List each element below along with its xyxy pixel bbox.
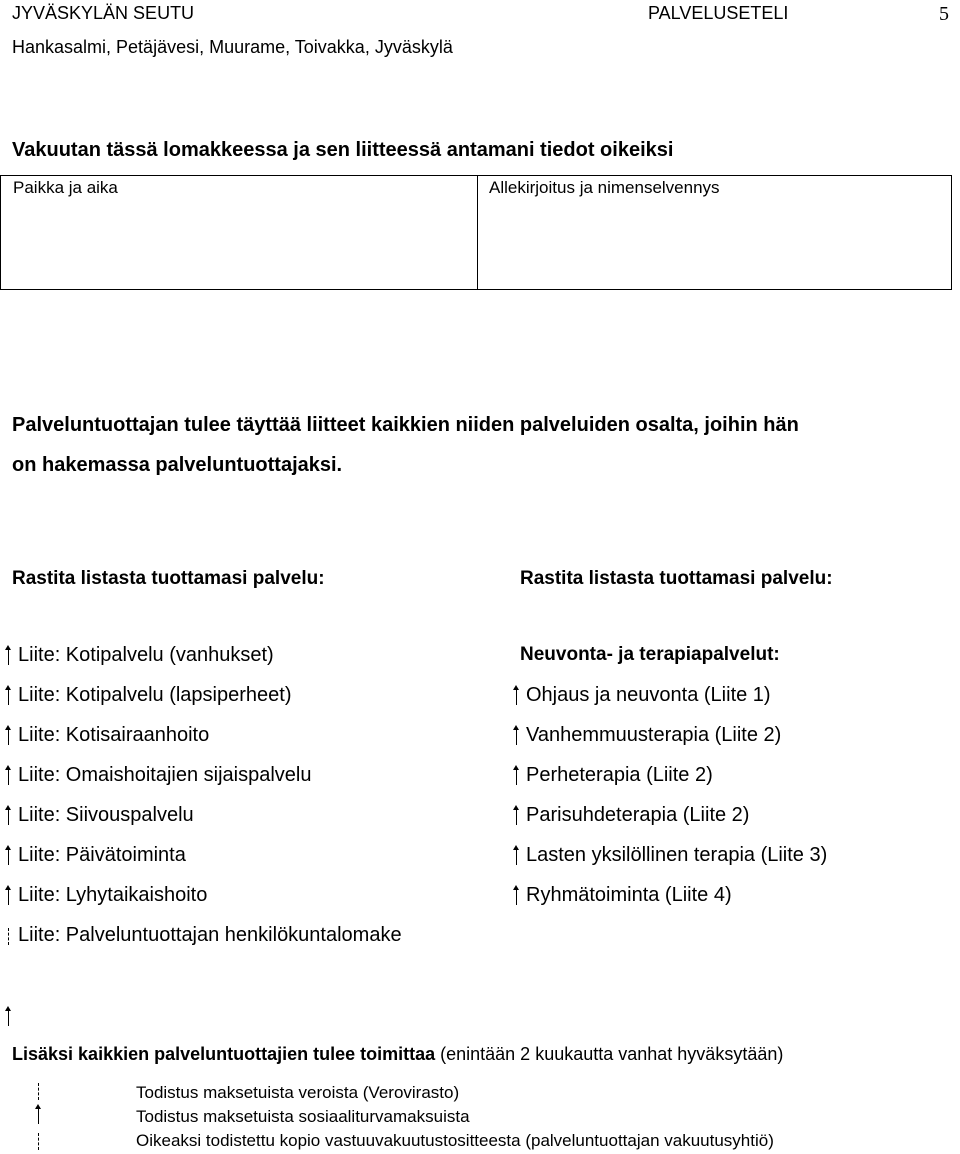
checkbox-icon[interactable] (34, 1080, 43, 1100)
place-time-label: Paikka ja aika (13, 178, 118, 197)
checkbox-icon[interactable] (512, 685, 521, 705)
left-item-label: Liite: Kotipalvelu (lapsiperheet) (18, 684, 292, 706)
right-item-label: Vanhemmuusterapia (Liite 2) (526, 724, 782, 746)
checkbox-icon[interactable] (34, 1104, 43, 1124)
instruction-line-1: Palveluntuottajan tulee täyttää liitteet kaikkien niiden palveluiden osalta, joihin hän (12, 414, 799, 436)
checkbox-icon[interactable] (4, 885, 13, 905)
checkbox-icon[interactable] (512, 765, 521, 785)
checkbox-icon[interactable] (4, 765, 13, 785)
checkbox-icon[interactable] (4, 925, 13, 945)
checkbox-icon[interactable] (4, 685, 13, 705)
checkbox-icon[interactable] (4, 725, 13, 745)
right-item-label: Lasten yksilöllinen terapia (Liite 3) (526, 844, 828, 866)
right-column-subheading: Neuvonta- ja terapiapalvelut: (520, 644, 780, 665)
declaration-heading: Vakuutan tässä lomakkeessa ja sen liitteessä antamani tiedot oikeiksi (12, 139, 674, 161)
header-org: JYVÄSKYLÄN SEUTU (12, 3, 195, 23)
checkbox-icon[interactable] (4, 805, 13, 825)
right-item-label: Perheterapia (Liite 2) (526, 764, 713, 786)
additional-bold-text: Lisäksi kaikkien palveluntuottajien tulee toimittaa (12, 1044, 436, 1064)
checkbox-icon[interactable] (512, 725, 521, 745)
right-column-heading: Rastita listasta tuottamasi palvelu: (520, 568, 833, 589)
left-item-label: Liite: Lyhytaikaishoito (18, 884, 208, 906)
left-item-label: Liite: Omaishoitajien sijaispalvelu (18, 764, 312, 786)
left-column-heading: Rastita listasta tuottamasi palvelu: (12, 568, 325, 589)
signature-table (0, 175, 952, 290)
additional-normal-text: (enintään 2 kuukautta vanhat hyväksytään) (435, 1044, 784, 1064)
left-item-label: Liite: Kotipalvelu (vanhukset) (18, 644, 274, 666)
checkbox-icon[interactable] (4, 645, 13, 665)
additional-heading (12, 1044, 783, 1065)
left-item-label: Liite: Palveluntuottajan henkilökuntalomake (18, 924, 402, 946)
checkbox-icon[interactable] (34, 1130, 43, 1150)
instruction-line-2: on hakemassa palveluntuottajaksi. (12, 454, 343, 476)
header-doc-title: PALVELUSETELI (648, 3, 789, 23)
right-item-label: Parisuhdeterapia (Liite 2) (526, 804, 750, 826)
checkbox-icon[interactable] (512, 805, 521, 825)
signature-label: Allekirjoitus ja nimenselvennys (489, 178, 720, 197)
checkbox-icon[interactable] (4, 845, 13, 865)
left-item-label: Liite: Kotisairaanhoito (18, 724, 210, 746)
checkbox-icon[interactable] (512, 885, 521, 905)
header-municipalities: Hankasalmi, Petäjävesi, Muurame, Toivakka, Jyväskylä (12, 37, 453, 57)
additional-item-label: Todistus maksetuista veroista (Verovirasto) (136, 1083, 460, 1102)
checkbox-icon[interactable] (4, 1006, 13, 1026)
right-item-label: Ohjaus ja neuvonta (Liite 1) (526, 684, 771, 706)
additional-item-label: Todistus maksetuista sosiaaliturvamaksuista (136, 1107, 470, 1126)
signature-divider (477, 176, 478, 289)
checkbox-icon[interactable] (512, 845, 521, 865)
right-item-label: Ryhmätoiminta (Liite 4) (526, 884, 732, 906)
left-item-label: Liite: Päivätoiminta (18, 844, 186, 866)
page-number: 5 (939, 3, 949, 25)
additional-item-label: Oikeaksi todistettu kopio vastuuvakuutustositteesta (palveluntuottajan vakuutusyhtiö) (136, 1131, 774, 1150)
left-item-label: Liite: Siivouspalvelu (18, 804, 194, 826)
